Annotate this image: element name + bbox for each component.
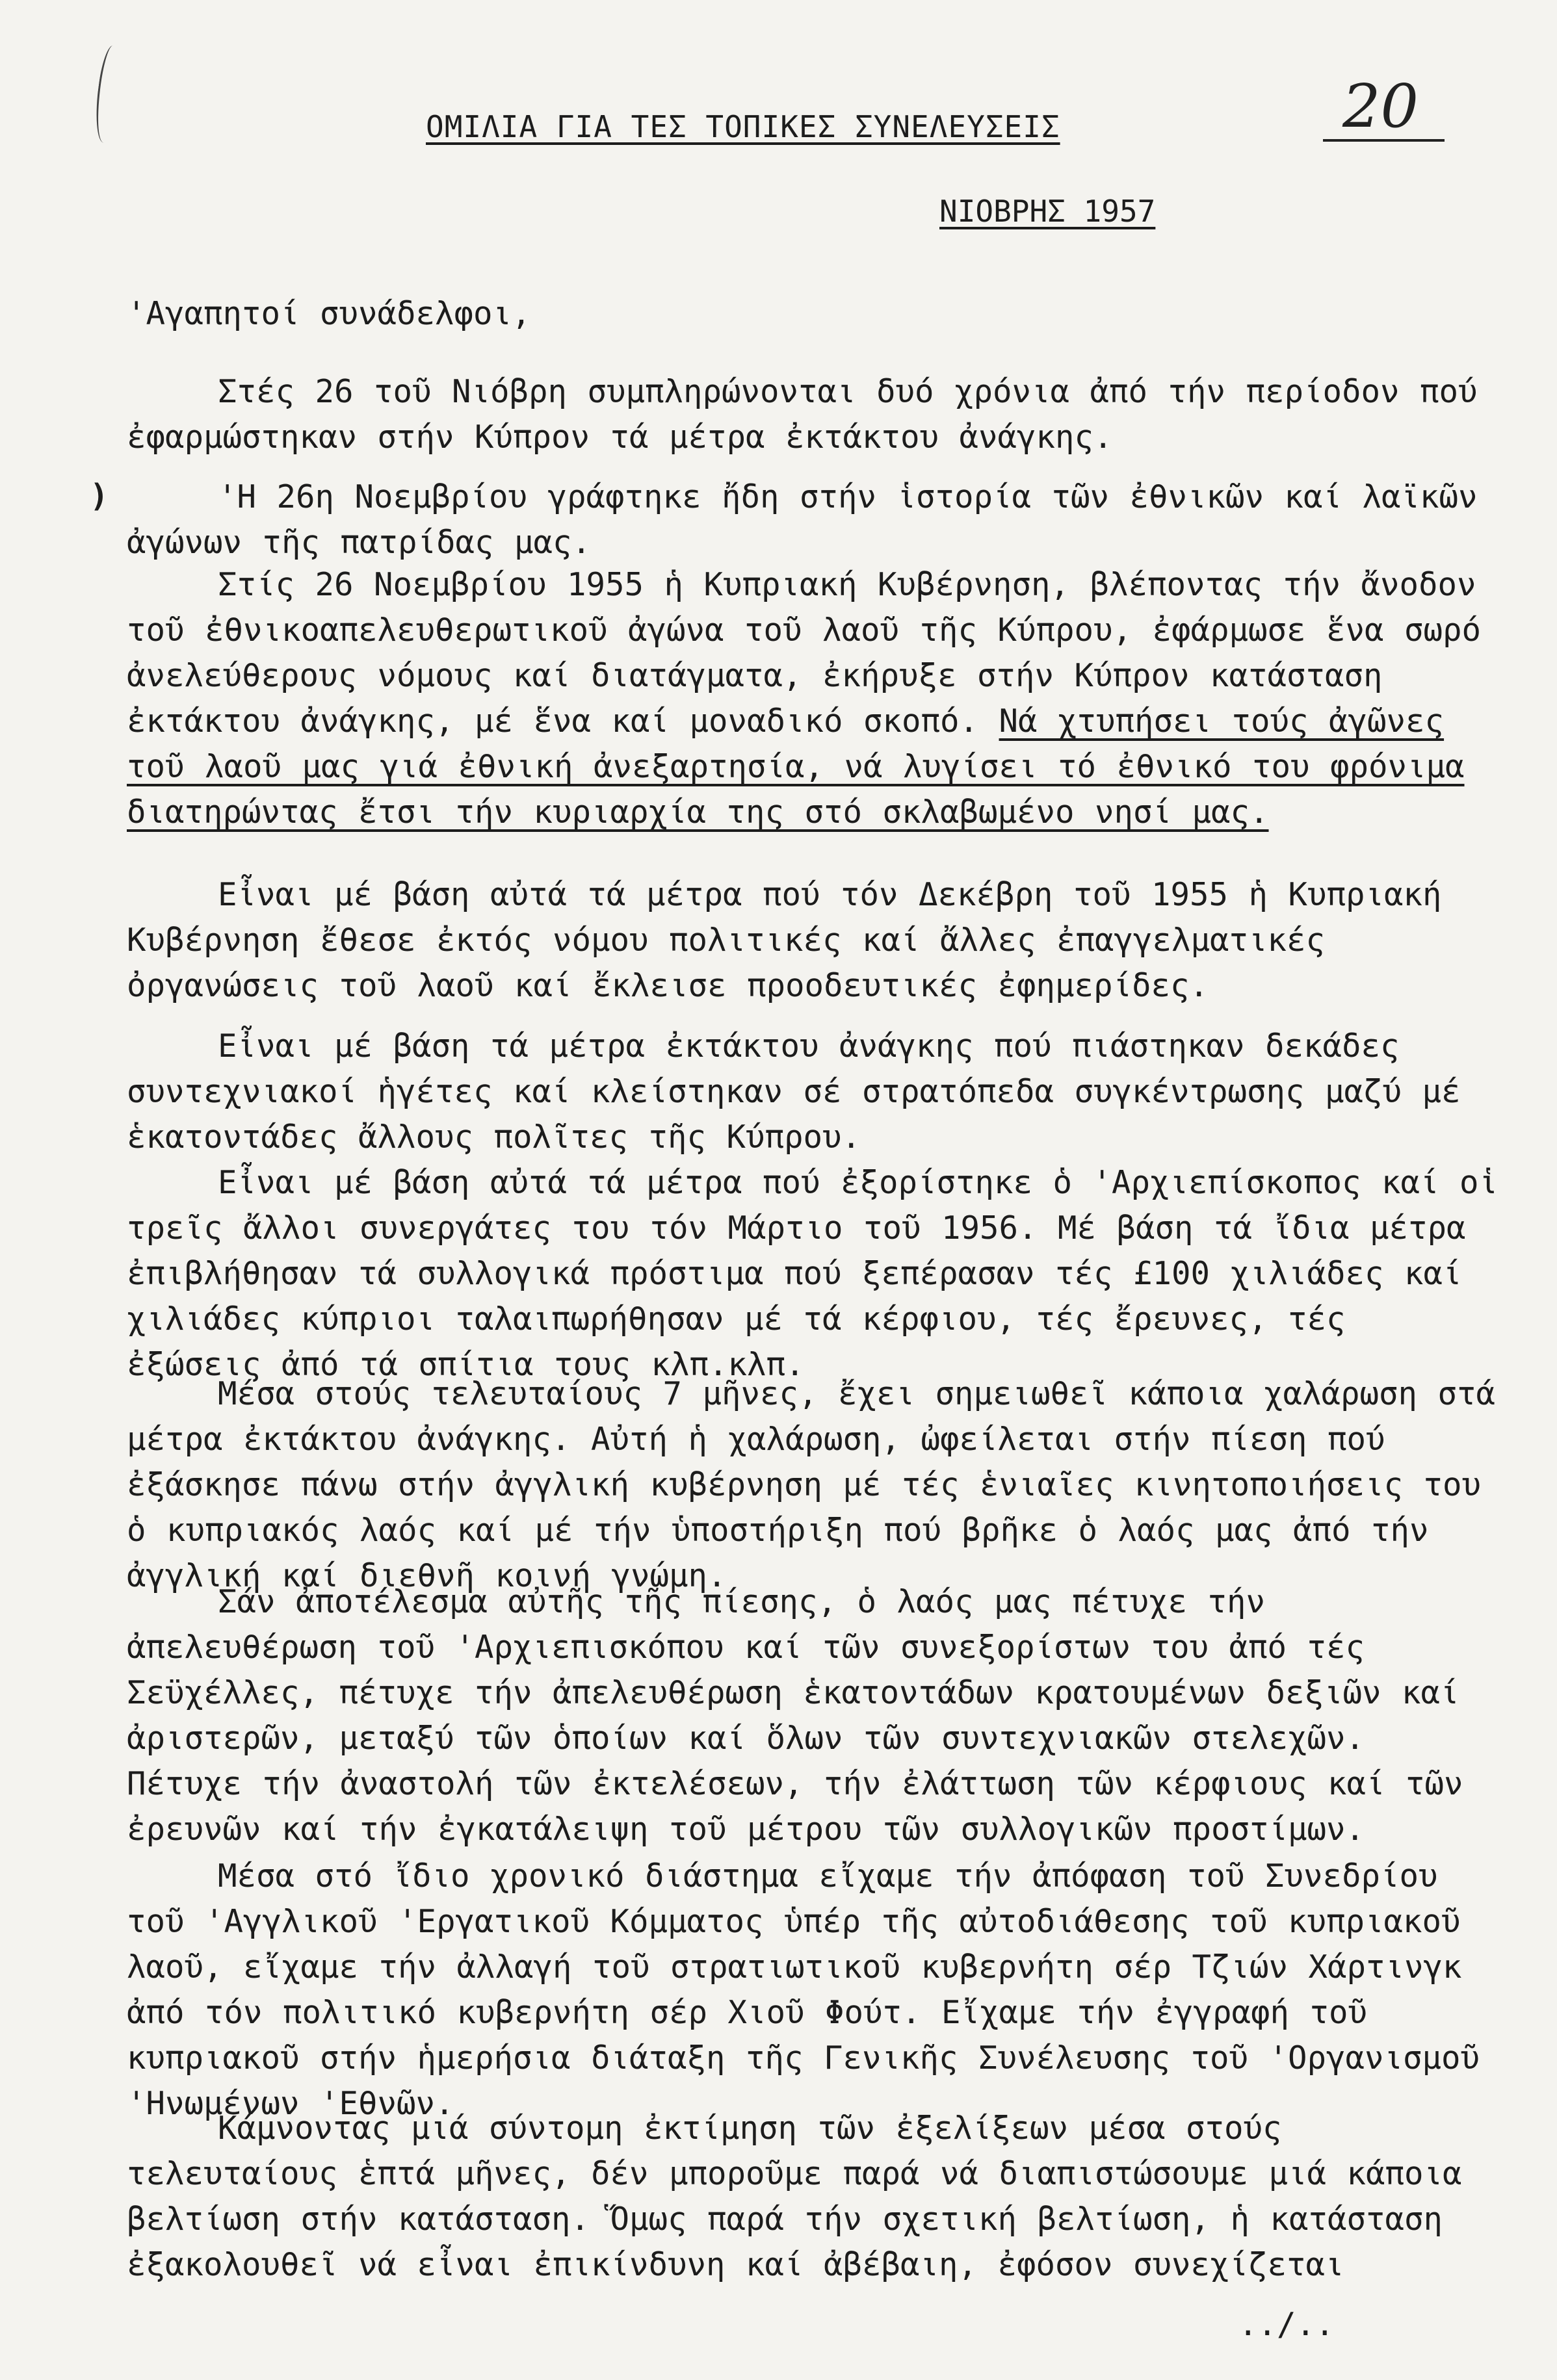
document-title: ΟΜΙΛΙΑ ΓΙΑ ΤΕΣ ΤΟΠΙΚΕΣ ΣΥΝΕΛΕΥΣΕΙΣ — [426, 109, 1060, 144]
paragraph-10: Κάμνοντας μιά σύντομη ἐκτίμηση τῶν ἐξελίξεων μέσα στούς τελευταίους ἑπτά μῆνες, δέν μποροῦμε παρά νά διαπιστώσουμε μιά κάποια βελτίωση στήν κατάσταση. Ὅμως παρά τήν σχετική βελτίωση, ἡ κατάσταση ἐξακολουθεῖ νά εἶναι ἐπικίνδυνη καί ἀβέβαιη, ἐφόσον συνεχίζεται — [127, 2110, 1462, 2283]
paragraph-6: Εἶναι μέ βάση αὐτά τά μέτρα πού ἐξορίστηκε ὁ 'Αρχιεπίσκοπος καί οἱ τρεῖς ἄλλοι συνεργάτες του τόν Μάρτιο τοῦ 1956. Μέ βάση τά ἴδια μέτρα ἐπιβλήθησαν τά συλλογικά πρόστιμα πού ξεπέρασαν τές £100 χιλιάδες καί χιλιάδες κύπριοι ταλαιπωρήθησαν μέ τά κέρφιου, τές ἔρευνες, τές ἐξώσεις ἀπό τά σπίτια τους κλπ.κλπ. — [127, 1164, 1498, 1383]
paragraph-9: Μέσα στό ἴδιο χρονικό διάστημα εἴχαμε τήν ἀπόφαση τοῦ Συνεδρίου τοῦ 'Αγγλικοῦ 'Εργατικοῦ Κόμματος ὑπέρ τῆς αὐτοδιάθεσης τοῦ κυπριακοῦ λαοῦ, εἴχαμε τήν ἀλλαγή τοῦ στρατιωτικοῦ κυβερνήτη σέρ Τζιών Χάρτινγκ ἀπό τόν πολιτικό κυβερνήτη σέρ Χιοῦ Φούτ. Εἴχαμε τήν ἐγγραφή τοῦ κυπριακοῦ στήν ἡμερήσια διάταξη τῆς Γενικῆς Συνέλευσης τοῦ 'Οργανισμοῦ 'Ηνωμένων 'Εθνῶν. — [127, 1857, 1480, 2122]
paragraph-3-underlined: Νά χτυπήσει τούς ἀγῶνες τοῦ λαοῦ μας γιά ἐθνική ἀνεξαρτησία, νά λυγίσει τό ἐθνικό του φρόνιμα διατηρώντας ἔτσι τήν κυριαρχία της στό σκλαβωμένο νησί μας. — [127, 703, 1465, 831]
paragraph-3 — [127, 562, 1498, 835]
handwritten-page-number: 20 — [1323, 77, 1445, 142]
paragraph-5: Εἶναι μέ βάση τά μέτρα ἐκτάκτου ἀνάγκης πού πιάστηκαν δεκάδες συντεχνιακοί ἡγέτες καί κλείστηκαν σέ στρατόπεδα συγκέντρωσης μαζύ μέ ἑκατοντάδες ἄλλους πολῖτες τῆς Κύπρου. — [127, 1028, 1461, 1156]
paragraph-8: Σάν ἀποτέλεσμα αὐτῆς τῆς πίεσης, ὁ λαός μας πέτυχε τήν ἀπελευθέρωση τοῦ 'Αρχιεπισκόπου καί τῶν συνεξορίστων του ἀπό τές Σεϋχέλλες, πέτυχε τήν ἀπελευθέρωση ἑκατοντάδων κρατουμένων δεξιῶν καί ἀριστερῶν, μεταξύ τῶν ὁποίων καί ὅλων τῶν συντεχνιακῶν στελεχῶν. Πέτυχε τήν ἀναστολή τῶν ἐκτελέσεων, τήν ἐλάττωση τῶν κέρφιους καί τῶν ἐρευνῶν καί τήν ἐγκατάλειψη τοῦ μέτρου τῶν συλλογικῶν προστίμων. — [127, 1583, 1463, 1848]
margin-mark: ) — [90, 478, 109, 514]
paragraph-7: Μέσα στούς τελευταίους 7 μῆνες, ἔχει σημειωθεῖ κάποια χαλάρωση στά μέτρα ἐκτάκτου ἀνάγκης. Αὐτή ἡ χαλάρωση, ὠφείλεται στήν πίεση πού ἐξάσκησε πάνω στήν ἀγγλική κυβέρνηση μέ τές ἑνιαῖες κινητοποιήσεις του ὁ κυπριακός λαός καί μέ τήν ὑποστήριξη πού βρῆκε ὁ λαός μας ἀπό τήν ἀγγλική καί διεθνῆ κοινή γνώμη. — [127, 1375, 1496, 1594]
paragraph-1: Στές 26 τοῦ Νιόβρη συμπληρώνονται δυό χρόνια ἀπό τήν περίοδον πού ἐφαρμώστηκαν στήν Κύπρον τά μέτρα ἐκτάκτου ἀνάγκης. — [127, 373, 1478, 456]
continuation-mark: ../.. — [1238, 2306, 1335, 2343]
handwritten-corner-mark — [91, 44, 126, 144]
paragraph-4: Εἶναι μέ βάση αὐτά τά μέτρα πού τόν Δεκέβρη τοῦ 1955 ἡ Κυπριακή Κυβέρνηση ἔθεσε ἐκτός νόμου πολιτικές καί ἄλλες ἐπαγγελματικές ὀργανώσεις τοῦ λαοῦ καί ἔκλεισε προοδευτικές ἐφημερίδες. — [127, 876, 1442, 1004]
paragraph-2: 'Η 26η Νοεμβρίου γράφτηκε ἤδη στήν ἱστορία τῶν ἐθνικῶν καί λαϊκῶν ἀγώνων τῆς πατρίδας μας. — [127, 478, 1478, 561]
document-date: ΝΙΟΒΡΗΣ 1957 — [939, 194, 1156, 229]
paragraph-3-text: Στίς 26 Νοεμβρίου 1955 ἡ Κυπριακή Κυβέρνηση, βλέποντας τήν ἄνοδον τοῦ ἐθνικοαπελευθερωτικοῦ ἀγώνα τοῦ λαοῦ τῆς Κύπρου, ἐφάρμωσε ἕνα σωρό ἀνελεύθερους νόμους καί διατάγματα, ἐκήρυξε στήν Κύπρον κατάσταση ἐκτάκτου ἀνάγκης, μέ ἕνα καί μοναδικό σκοπό. — [127, 566, 1482, 740]
greeting: 'Αγαπητοί συνάδελφοι, — [127, 295, 531, 332]
